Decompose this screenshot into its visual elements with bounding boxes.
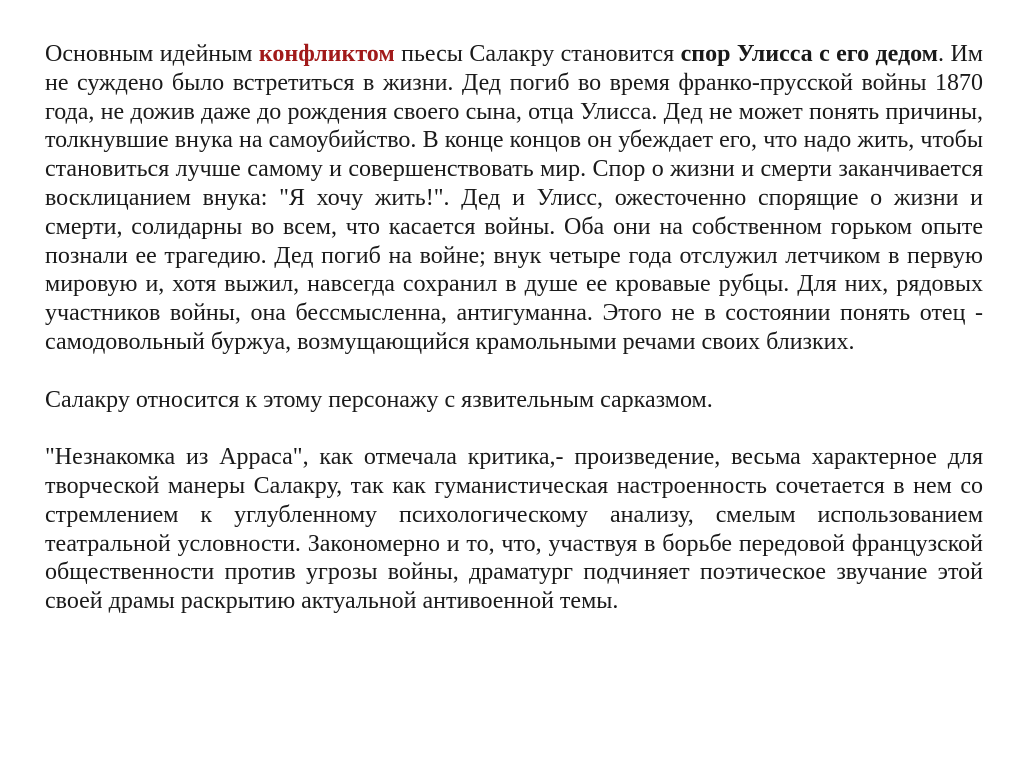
paragraph-1-text-a: Основным идейным [45, 41, 259, 67]
keyword-dispute: спор Улисса с его дедом [680, 41, 939, 67]
slide-body [45, 40, 983, 616]
paragraph-1-text-c: . Им не суждено было встретиться в жизни. Дед погиб во время франко-прусской войны 1870 года, не дожив даже до рождения своего сына, отца Улисса. Дед не может понять причины, толкнувшие внука на самоубийство. В конце концов он убеждает его, что надо жить, чтобы становиться лучше самому и совершенствовать мир. Спор о жизни и смерти заканчивается восклицанием внука: "Я хочу жить!". Дед и Улисс, ожесточенно спорящие о жизни и смерти, солидарны во всем, что касается войны. Оба они на собственном горьком опыте познали ее трагедию. Дед погиб на войне; внук четыре года отслужил летчиком в первую мировую и, хотя выжил, навсегда сохранил в душе ее кровавые рубцы. Для них, рядовых участников войны, она бессмысленна, антигуманна. Этого не в состоянии понять отец - самодовольный буржуа, возмущающийся крамольными речами своих близких. [45, 41, 983, 355]
paragraph-stranger-from-arras: "Незнакомка из Арраса", как отмечала критика,- произведение, весьма характерное для творческой манеры Салакру, так как гуманистическая настроенность сочетается в нем со стремлением к углубленному психологическому анализу, смелым использованием театральной условности. Закономерно и то, что, участвуя в борьбе передовой французской общественности против угрозы войны, драматург подчиняет поэтическое звучание этой своей драмы раскрытию актуальной антивоенной темы. [45, 444, 983, 615]
paragraph-sarcasm: Салакру относится к этому персонажу с язвительным сарказмом. [45, 386, 713, 413]
paragraph-1-text-b: пьесы Салакру становится [394, 41, 681, 67]
keyword-conflict: конфликтом [258, 41, 395, 67]
paragraph-spacer [45, 414, 983, 443]
paragraph-conflict [45, 40, 983, 357]
paragraph-spacer [45, 357, 983, 386]
